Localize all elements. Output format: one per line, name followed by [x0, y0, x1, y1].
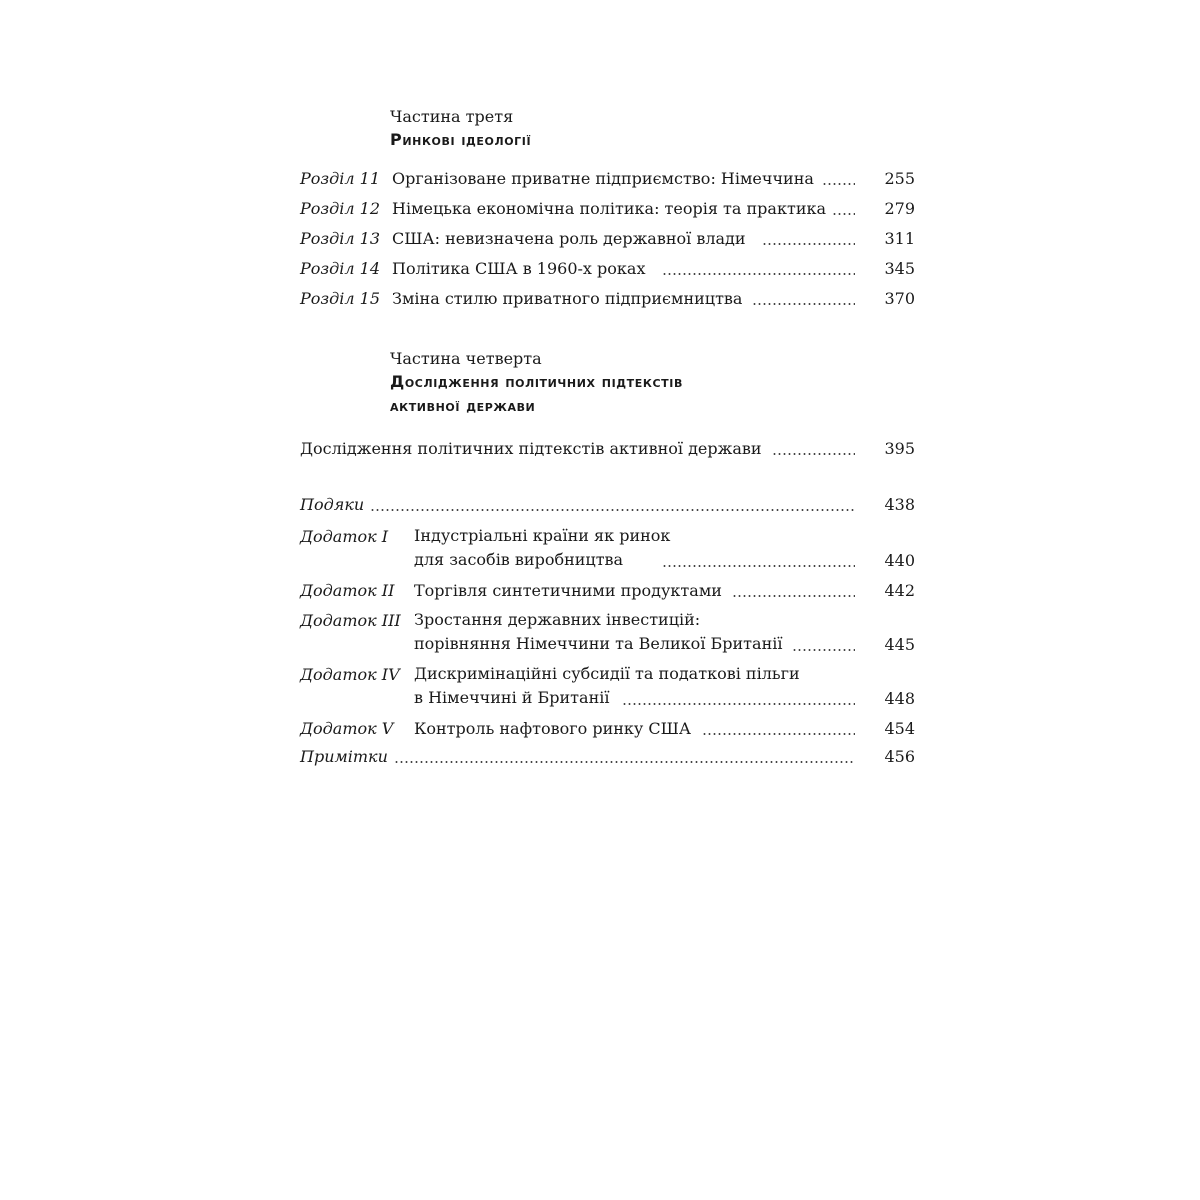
page-number: 448 [884, 689, 915, 708]
part-four-title-line2: активної держави [390, 396, 536, 415]
dot-leader [792, 649, 855, 651]
appendix-title: Торгівля синтетичними продуктами [414, 581, 722, 600]
page-number: 438 [884, 495, 915, 514]
part-three-heading [390, 106, 531, 152]
page-number: 279 [884, 199, 915, 218]
page-number: 311 [884, 229, 915, 248]
dot-leader [662, 273, 855, 275]
appendix-title [414, 524, 670, 572]
appendix-label: Додаток IV [300, 665, 400, 684]
toc-entry-chapter-13[interactable] [300, 226, 915, 256]
toc-entry-appendix-3[interactable] [300, 606, 915, 662]
page-number: 395 [884, 439, 915, 458]
appendix-label: Додаток I [300, 527, 389, 546]
dot-leader [732, 595, 855, 597]
page-number: 440 [884, 551, 915, 570]
appendix-title-line2: для засобів виробництва [414, 550, 624, 569]
chapter-label: Розділ 14 [300, 259, 381, 278]
appendix-title-line1: Індустріальні країни як ринок [414, 526, 671, 545]
part-four-heading [390, 348, 683, 418]
dot-leader [832, 213, 855, 215]
chapter-title: США: невизначена роль державної влади [392, 229, 746, 248]
dot-leader [762, 243, 855, 245]
dot-leader [822, 183, 855, 185]
dot-leader [662, 565, 855, 567]
chapter-label: Розділ 13 [300, 229, 381, 248]
toc-entry-part-four[interactable] [300, 436, 915, 466]
chapter-title: Організоване приватне підприємство: Німеччина [392, 169, 814, 188]
chapter-label: Розділ 15 [300, 289, 381, 308]
dot-leader [772, 453, 855, 455]
appendix-title-line2: порівняння Німеччини та Великої Британії [414, 634, 783, 653]
chapter-label: Розділ 12 [300, 199, 381, 218]
appendix-title [414, 608, 782, 656]
page-number: 442 [884, 581, 915, 600]
toc-entry-notes[interactable] [300, 744, 915, 774]
appendix-label: Додаток II [300, 581, 395, 600]
chapter-title: Зміна стилю приватного підприємництва [392, 289, 743, 308]
entry-title: Дослідження політичних підтекстів активної держави [300, 439, 762, 458]
part-three-label: Частина третя [390, 107, 514, 126]
page-number: 445 [884, 635, 915, 654]
part-three-title: Ринкові ідеології [390, 130, 532, 149]
toc-entry-appendix-5[interactable] [300, 716, 915, 746]
acknowledgements-label: Подяки [300, 495, 365, 514]
chapter-title: Німецька економічна політика: теорія та практика [392, 199, 827, 218]
notes-label: Примітки [300, 747, 388, 766]
toc-entry-appendix-2[interactable] [300, 578, 915, 608]
toc-entry-acknowledgements[interactable] [300, 492, 915, 522]
appendix-label: Додаток V [300, 719, 394, 738]
page-number: 456 [884, 747, 915, 766]
part-four-title-line1: Дослідження політичних підтекстів [390, 372, 683, 391]
page-number: 370 [884, 289, 915, 308]
appendix-title: Контроль нафтового ринку США [414, 719, 692, 738]
appendix-title-line2: в Німеччині й Британії [414, 688, 610, 707]
toc-entry-chapter-14[interactable] [300, 256, 915, 286]
toc-entry-chapter-15[interactable] [300, 286, 915, 316]
toc-entry-appendix-4[interactable] [300, 660, 915, 716]
page-number: 454 [884, 719, 915, 738]
dot-leader [752, 303, 855, 305]
appendix-title-line1: Дискримінаційні субсидії та податкові пільги [414, 664, 800, 683]
chapter-title: Політика США в 1960-х роках [392, 259, 646, 278]
page-number: 255 [884, 169, 915, 188]
dot-leader [370, 509, 855, 511]
dot-leader [702, 733, 855, 735]
dot-leader [622, 703, 855, 705]
toc-entry-chapter-12[interactable] [300, 196, 915, 226]
part-four-label: Частина четверта [390, 349, 542, 368]
dot-leader [394, 761, 855, 763]
appendix-label: Додаток III [300, 611, 401, 630]
toc-entry-appendix-1[interactable] [300, 522, 915, 578]
appendix-title-line1: Зростання державних інвестицій: [414, 610, 701, 629]
chapter-label: Розділ 11 [300, 169, 381, 188]
page-number: 345 [884, 259, 915, 278]
toc-entry-chapter-11[interactable] [300, 166, 915, 196]
